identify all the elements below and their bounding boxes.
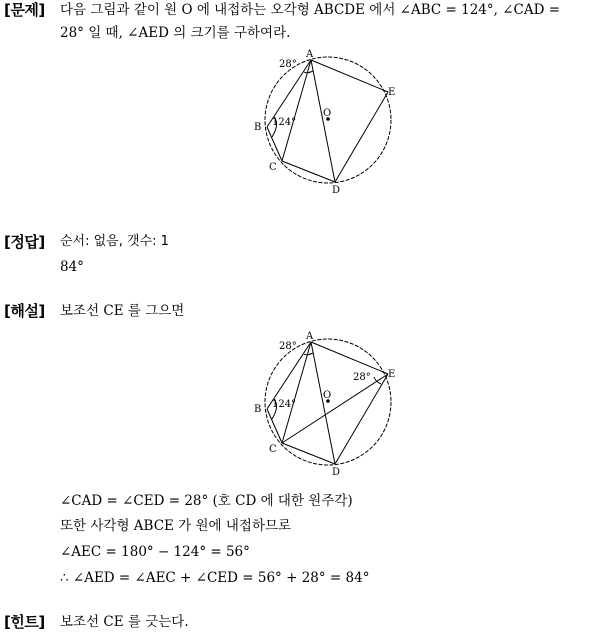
label-c: C [269,162,277,173]
segment-cd [282,161,335,182]
label-o: O [323,390,332,401]
segment-cd [282,443,335,464]
hint-tag: [힌트] [4,613,45,631]
label-o: O [323,108,332,119]
problem-text-line-1: 다음 그림과 같이 원 O 에 내접하는 오각형 ABCDE 에서 ∠ABC = 124°, ∠CAD = [60,2,561,18]
solution-tag: [해설] [4,302,45,320]
hint-text: 보조선 CE 를 긋는다. [60,614,189,630]
segment-ea [311,60,388,92]
solution-step-1: ∠CAD = ∠CED = 28° (호 CD 에 대한 원주각) [60,493,353,509]
solution-step-3: ∠AEC = 180° − 124° = 56° [60,544,250,560]
label-d: D [332,185,341,196]
segment-ac [282,342,311,443]
problem-text-line-2: 28° 일 때, ∠AED 의 크기를 구하여라. [60,25,291,41]
angle-cad-arc [304,353,313,355]
answer-tag: [정답] [4,233,45,251]
answer-order-count: 순서: 없음, 갯수: 1 [60,234,169,249]
angle-abc-label: 124° [272,117,297,128]
label-d: D [332,467,341,478]
angle-ced-label: 28° [353,372,371,383]
angle-cad-label: 28° [279,341,297,352]
label-b: B [254,404,262,415]
label-e: E [388,369,396,380]
label-a: A [306,331,314,342]
answer-value: 84° [60,259,84,275]
solution-figure [250,326,400,478]
angle-cad-label: 28° [279,59,297,70]
angle-abc-label: 124° [272,399,297,410]
label-a: A [306,49,314,60]
segment-ad [311,60,335,182]
problem-figure [250,44,400,196]
solution-step-2: 또한 사각형 ABCE 가 원에 내접하므로 [60,518,292,534]
solution-step-4: ∴ ∠AED = ∠AEC + ∠CED = 56° + 28° = 84° [60,570,370,586]
segment-de [335,374,388,464]
label-b: B [254,122,262,133]
segment-ce-auxiliary [282,374,388,443]
segment-ac [282,60,311,161]
solution-intro: 보조선 CE 를 그으면 [60,303,185,319]
segment-ad [311,342,335,464]
segment-ea [311,342,388,374]
segment-de [335,92,388,182]
label-e: E [388,87,396,98]
label-c: C [269,444,277,455]
angle-cad-arc [304,71,313,73]
problem-tag: [문제] [4,1,45,19]
